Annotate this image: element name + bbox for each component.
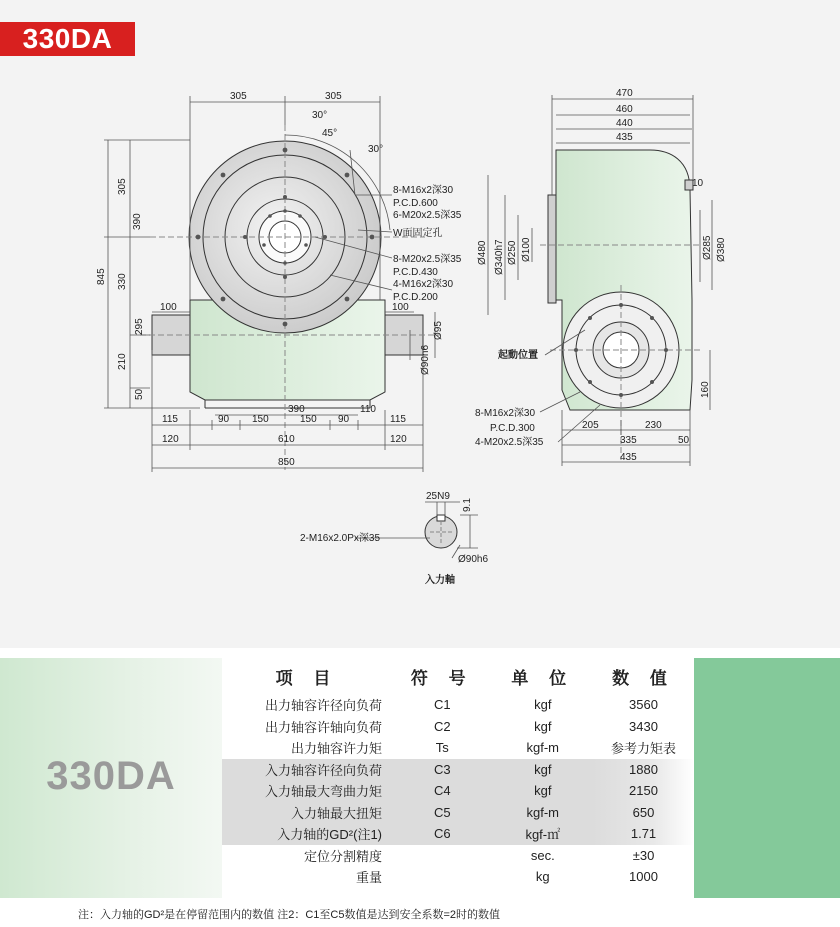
table-row (222, 737, 694, 759)
front-callouts (393, 184, 462, 303)
dim: Ø480 (477, 240, 488, 265)
dim: Ø95 (433, 321, 444, 340)
dim: 305 (230, 91, 247, 102)
cell-symbol: C3 (392, 759, 493, 781)
cell-item: 出力轴容许力矩 (290, 741, 382, 757)
cell-unit: kgf-m (493, 802, 594, 824)
dim: 305 (117, 178, 128, 195)
dim: 335 (620, 435, 637, 446)
dim: 90 (338, 414, 350, 425)
cell-symbol: C1 (433, 697, 451, 713)
dim: 295 (134, 318, 145, 335)
dim: Ø90h6 (420, 344, 431, 375)
dim: Ø90h6 (458, 554, 489, 565)
col-item: 项 目 (275, 668, 339, 688)
callout: P.C.D.300 (490, 423, 535, 434)
cell-item: 入力轴的GD²(注1) (222, 823, 392, 845)
dim: 120 (162, 434, 179, 445)
dim: 845 (96, 268, 107, 285)
dim: 50 (678, 435, 690, 446)
shaft-texts (300, 491, 488, 586)
table-row (222, 694, 694, 716)
dim: 160 (700, 381, 711, 398)
cell-unit: kgf (534, 718, 552, 734)
spec-section (0, 658, 840, 898)
cell-value: 650 (593, 802, 694, 824)
table-row (222, 823, 694, 845)
callout: 8-M20x2.5深35 (393, 254, 462, 265)
dim: 45° (322, 128, 338, 139)
dim: Ø100 (521, 237, 532, 262)
shaft-dim-lines (355, 502, 478, 558)
cell-unit: sec. (530, 847, 555, 863)
table-row (222, 716, 694, 738)
dim: 435 (620, 452, 637, 463)
col-unit: 单 位 (511, 668, 575, 688)
dim: 150 (300, 414, 317, 425)
dim: 110 (360, 404, 376, 415)
cell-symbol: C2 (433, 718, 451, 734)
callout: P.C.D.200 (393, 292, 438, 303)
cell-item: 出力轴容许径向负荷 (264, 698, 382, 714)
table-header (222, 658, 694, 694)
accent-panel (694, 658, 840, 898)
model-panel (0, 658, 222, 898)
callout: 4-M20x2.5深35 (475, 437, 544, 448)
dim: 50 (134, 388, 145, 400)
cell-value: 1.71 (593, 823, 694, 845)
cell-symbol: C6 (392, 823, 493, 845)
cell-unit: kgf-㎡ (493, 823, 594, 845)
callout: 4-M16x2深30 (393, 279, 454, 290)
spec-table (222, 658, 694, 888)
dim: 150 (252, 414, 269, 425)
dim: 120 (390, 434, 407, 445)
cell-value: 1880 (593, 759, 694, 781)
dim: 25N9 (426, 491, 450, 502)
dim: 30° (368, 144, 384, 155)
dim: 30° (312, 110, 328, 121)
callout: 6-M20x2.5深35 (393, 210, 462, 221)
dim: 100 (392, 302, 409, 313)
table-row (222, 866, 694, 888)
input-shaft-section (425, 515, 457, 548)
dim: 850 (278, 457, 295, 468)
dim: 90 (218, 414, 230, 425)
cell-unit: kg (535, 869, 550, 885)
cell-symbol: C4 (392, 780, 493, 802)
cell-value: ±30 (632, 847, 655, 863)
dim: 205 (582, 420, 599, 431)
table-row (222, 845, 694, 867)
callout: P.C.D.430 (393, 267, 438, 278)
dim: 230 (645, 420, 662, 431)
cell-value: 1000 (629, 869, 658, 885)
callout: 起動位置 (498, 350, 538, 361)
cell-symbol: Ts (435, 740, 449, 756)
table-row (222, 759, 694, 781)
model-badge: 330DA (0, 22, 135, 56)
dim: Ø250 (507, 240, 518, 265)
cell-item: 定位分割精度 (303, 848, 382, 864)
col-value: 数 值 (612, 668, 675, 688)
cell-item: 重量 (355, 870, 382, 886)
dim: 305 (325, 91, 342, 102)
footnote: 注：入力轴的GD²是在停留范围内的数值 注2：C1至C5数值是达到安全系数=2时的数值 (78, 909, 500, 921)
cell-item: 出力轴容许轴向负荷 (264, 719, 382, 735)
cell-value: 3430 (629, 718, 658, 734)
cell-symbol: C5 (392, 802, 493, 824)
dim: 440 (616, 118, 633, 129)
dim: Ø380 (716, 237, 727, 262)
dim: 115 (162, 414, 178, 425)
dim: Ø340h7 (494, 239, 505, 275)
callout: P.C.D.600 (393, 198, 438, 209)
callout: W面固定孔 (393, 228, 443, 239)
cell-symbol (392, 866, 493, 888)
dim: 115 (390, 414, 406, 425)
callout: 8-M16x2深30 (475, 408, 536, 419)
cell-unit: kgf (534, 697, 552, 713)
dim: Ø285 (702, 235, 713, 260)
cell-item: 入力轴最大弯曲力矩 (222, 780, 392, 802)
callout: 2-M16x2.0Px深35 (300, 533, 381, 544)
shaft-caption: 入力軸 (425, 575, 455, 586)
callout: 8-M16x2深30 (393, 185, 454, 196)
dim: 435 (616, 132, 633, 143)
cell-value: 参考力矩表 (611, 741, 677, 757)
dim: 610 (278, 434, 295, 445)
cell-item: 入力轴最大扭矩 (222, 802, 392, 824)
side-callouts (475, 348, 544, 448)
dim: 470 (616, 88, 633, 99)
dim: 100 (160, 302, 177, 313)
dim: 390 (132, 213, 143, 230)
dim: 210 (117, 353, 128, 370)
cell-unit: kgf (493, 759, 594, 781)
cell-item: 入力轴容许径向负荷 (222, 759, 392, 781)
dim: 390 (288, 404, 305, 415)
col-symbol: 符 号 (410, 668, 474, 688)
dim: 330 (117, 273, 128, 290)
cell-symbol (392, 845, 493, 867)
cell-unit: kgf (493, 780, 594, 802)
model-label: 330DA (46, 754, 176, 798)
cell-value: 3560 (629, 697, 658, 713)
cell-unit: kgf-m (526, 740, 560, 756)
dim: 9.1 (462, 498, 473, 512)
table-row (222, 780, 694, 802)
dim: 460 (616, 104, 633, 115)
table-row (222, 802, 694, 824)
cell-value: 2150 (593, 780, 694, 802)
dim: 10 (692, 178, 704, 189)
